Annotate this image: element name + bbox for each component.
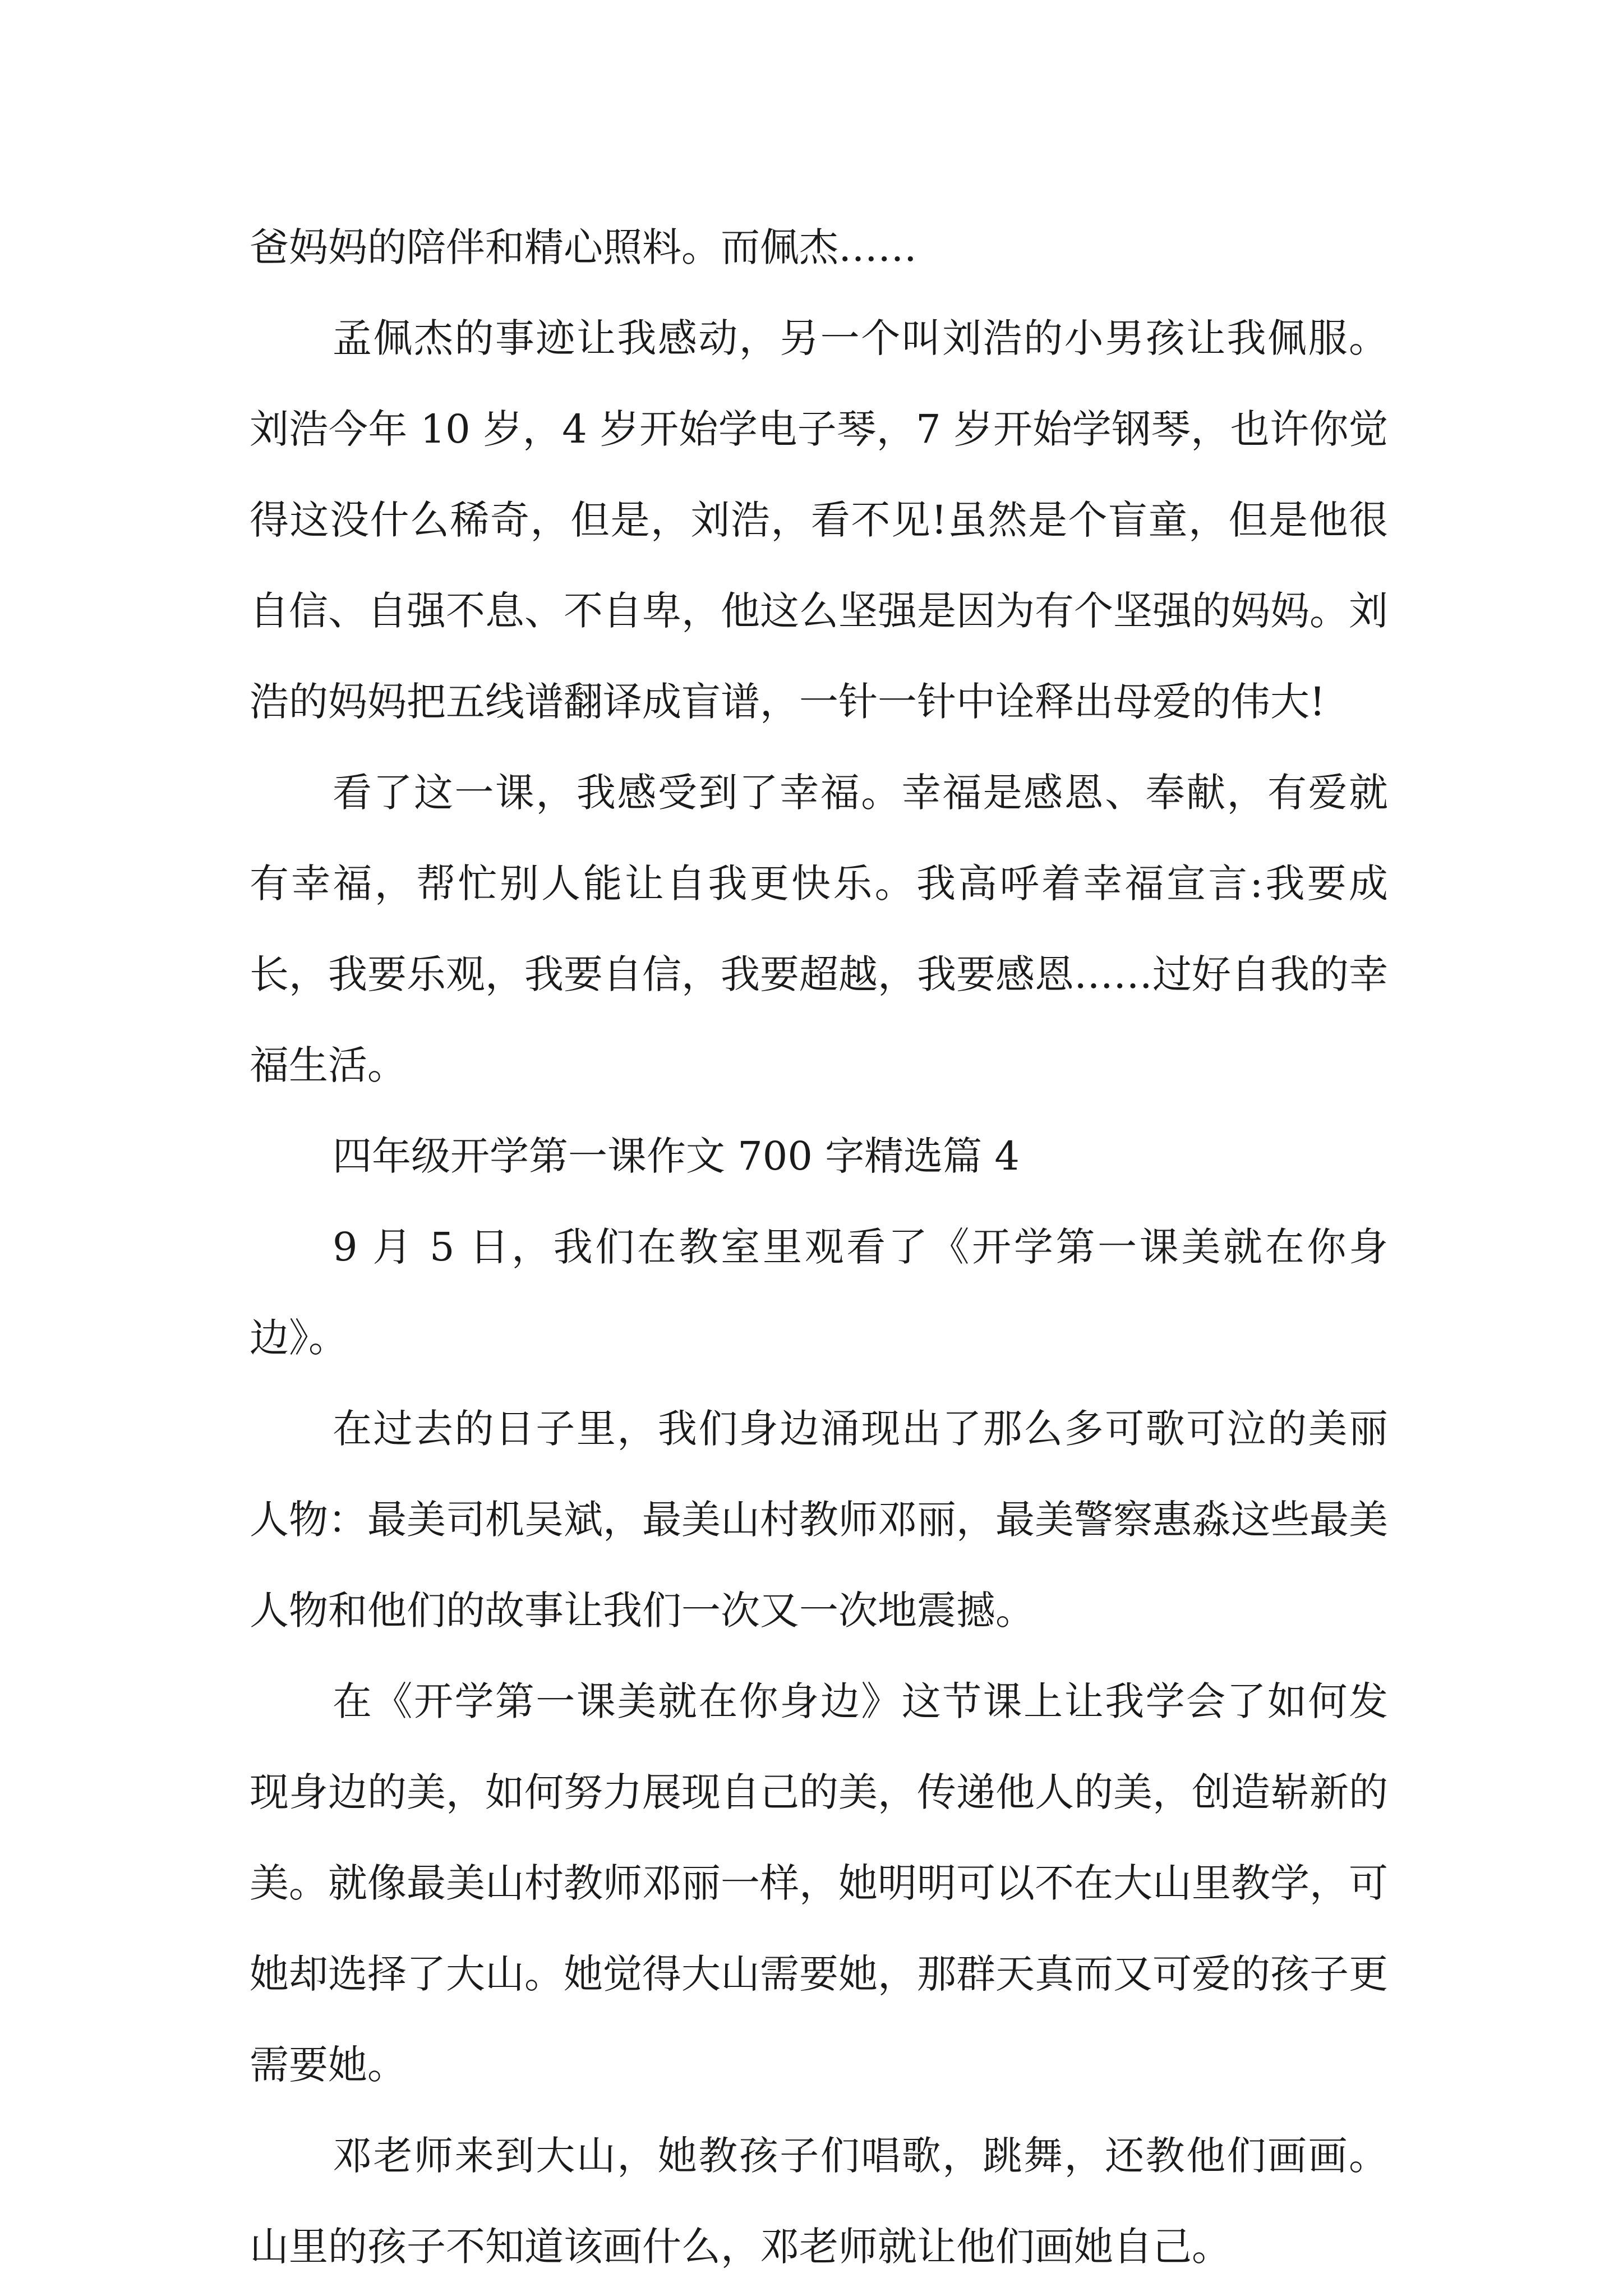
paragraph-continuation: 爸妈妈的陪伴和精心照料。而佩杰……	[250, 224, 917, 270]
paragraph-date: 9 月 5 日，我们在教室里观看了《开学第一课美就在你身边》。	[250, 1224, 1388, 1361]
paragraph-people: 在过去的日子里，我们身边涌现出了那么多可歌可泣的美丽人物：最美司机吴斌，最美山村教师邓丽，最美警察惠淼这些最美人物和他们的故事让我们一次又一次地震撼。	[250, 1406, 1388, 1634]
paragraph-lesson: 在《开学第一课美就在你身边》这节课上让我学会了如何发现身边的美，如何努力展现自己的美，传递他人的美，创造崭新的美。就像最美山村教师邓丽一样，她明明可以不在大山里教学，可她却选择了大山。她觉得大山需要她，那群天真而又可爱的孩子更需要她。	[250, 1678, 1388, 2088]
paragraph-happiness: 看了这一课，我感受到了幸福。幸福是感恩、奉献，有爱就有幸福，帮忙别人能让自我更快乐。我高呼着幸福宣言:我要成长，我要乐观，我要自信，我要超越，我要感恩……过好自我的幸福生活。	[250, 770, 1388, 1088]
section-heading: 四年级开学第一课作文 700 字精选篇 4	[333, 1133, 1020, 1179]
document-body	[250, 202, 1388, 2292]
paragraph-teacher: 邓老师来到大山，她教孩子们唱歌，跳舞，还教他们画画。山里的孩子不知道该画什么，邓老师就让他们画她自己。	[250, 2133, 1388, 2270]
paragraph-liu-hao: 孟佩杰的事迹让我感动，另一个叫刘浩的小男孩让我佩服。刘浩今年 10 岁，4 岁开始学电子琴，7 岁开始学钢琴，也许你觉得这没什么稀奇，但是，刘浩，看不见!虽然是个盲童，但是他很自信、自强不息、不自卑，他这么坚强是因为有个坚强的妈妈。刘浩的妈妈把五线谱翻译成盲谱，一针一针中诠释出母爱的伟大!	[250, 315, 1388, 725]
